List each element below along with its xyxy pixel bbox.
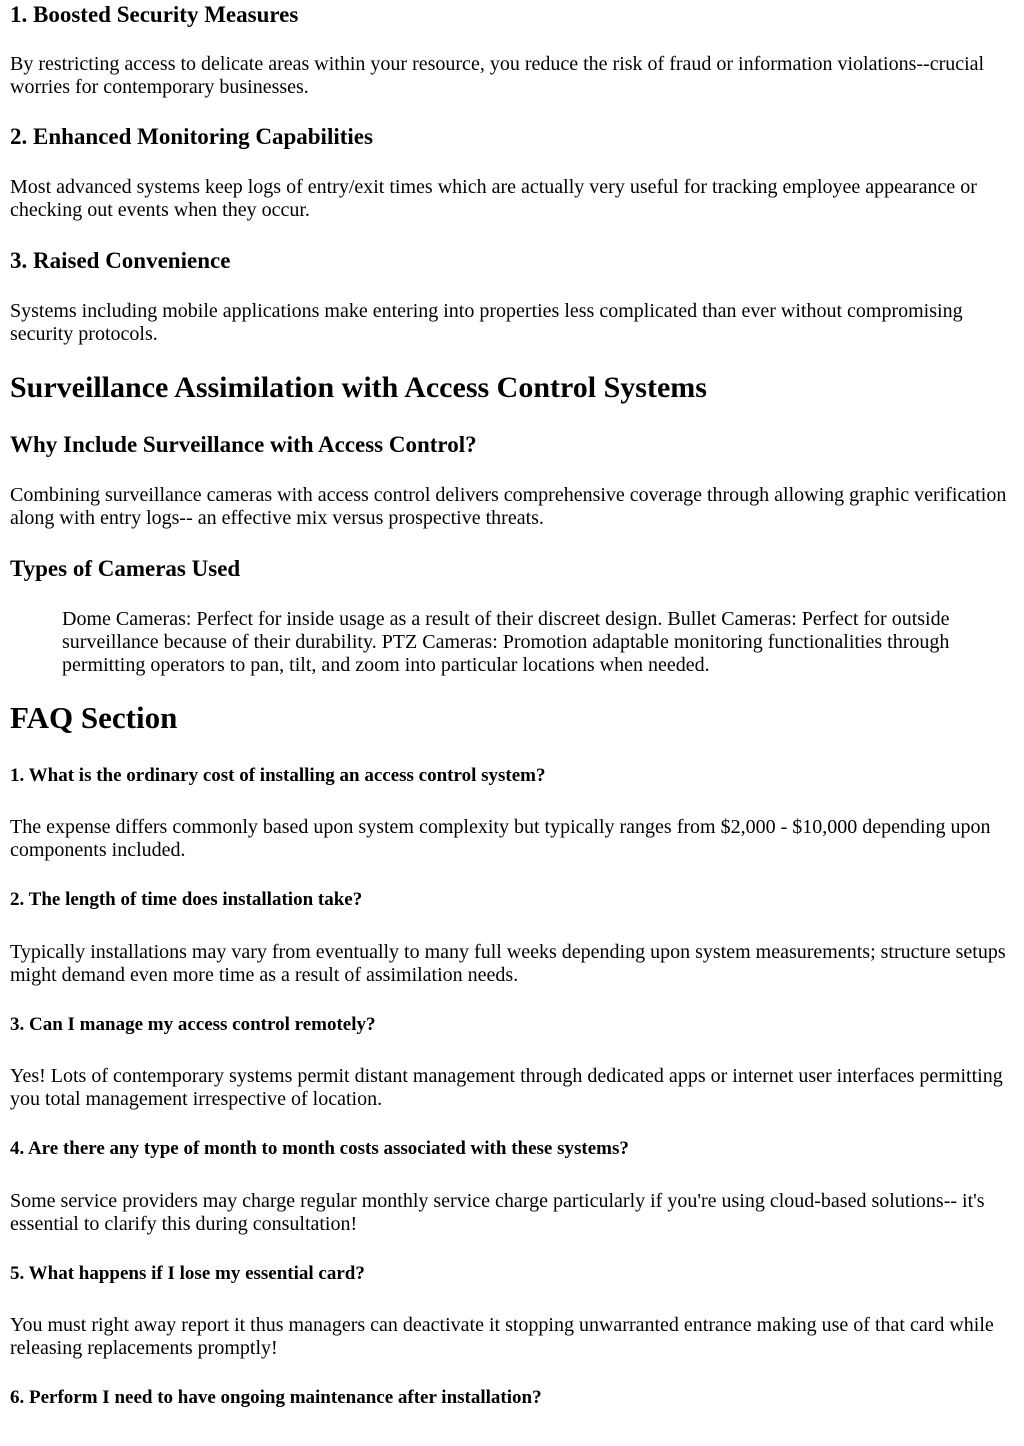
cameras-blockquote: Dome Cameras: Perfect for inside usage as a result of their discreet design. Bullet Cameras: Perfect for outside surveillance because of their durability. PTZ Cameras: Promotion adaptable monitoring functionalities through permitting operators to pan, tilt, and zoom into particular locations when needed.: [62, 608, 950, 676]
faq-answer-4: Some service providers may charge regular monthly service charge particularly if you're using cloud-based solutions-- it's essential to clarify this during consultation!: [10, 1190, 985, 1235]
faq-question-3: 3. Can I manage my access control remotely?: [10, 1014, 376, 1035]
faq-question-1: 1. What is the ordinary cost of installing an access control system?: [10, 765, 546, 786]
benefit-2-title: 2. Enhanced Monitoring Capabilities: [10, 124, 373, 149]
faq-question-2: 2. The length of time does installation take?: [10, 889, 363, 910]
surveillance-heading: Surveillance Assimilation with Access Control Systems: [10, 371, 707, 404]
surveillance-why-text: Combining surveillance cameras with access control delivers comprehensive coverage through allowing graphic verification along with entry logs-- an effective mix versus prospective threats.: [10, 484, 1007, 529]
cameras-title: Types of Cameras Used: [10, 556, 241, 581]
faq-answer-5: You must right away report it thus managers can deactivate it stopping unwarranted entrance making use of that card while releasing replacements promptly!: [10, 1314, 994, 1359]
faq-answer-1: The expense differs commonly based upon system complexity but typically ranges from $2,000 - $10,000 depending upon components included.: [10, 816, 991, 861]
surveillance-why-title: Why Include Surveillance with Access Control?: [10, 432, 477, 457]
faq-question-5: 5. What happens if I lose my essential card?: [10, 1263, 365, 1284]
faq-answer-3: Yes! Lots of contemporary systems permit distant management through dedicated apps or internet user interfaces permitting you total management irrespective of location.: [10, 1065, 1003, 1110]
benefit-3-text: Systems including mobile applications make entering into properties less complicated than ever without compromising security protocols.: [10, 300, 963, 345]
faq-answer-2: Typically installations may vary from eventually to many full weeks depending upon system measurements; structure setups might demand even more time as a result of assimilation needs.: [10, 941, 1006, 986]
benefit-2-text: Most advanced systems keep logs of entry/exit times which are actually very useful for tracking employee appearance or checking out events when they occur.: [10, 176, 977, 221]
faq-question-6: 6. Perform I need to have ongoing maintenance after installation?: [10, 1387, 542, 1408]
benefit-1-title: 1. Boosted Security Measures: [10, 2, 299, 27]
benefit-3-title: 3. Raised Convenience: [10, 248, 231, 273]
faq-question-4: 4. Are there any type of month to month costs associated with these systems?: [10, 1138, 629, 1159]
benefit-1-text: By restricting access to delicate areas within your resource, you reduce the risk of fraud or information violations--crucial worries for contemporary businesses.: [10, 53, 985, 98]
faq-heading: FAQ Section: [10, 700, 178, 735]
